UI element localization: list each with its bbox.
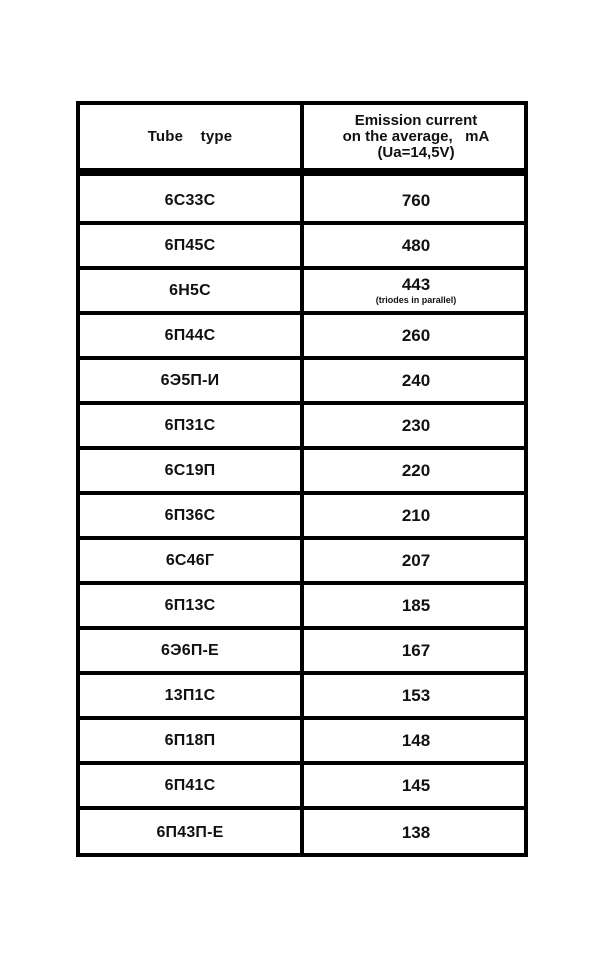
tube-type-cell: 6П36С bbox=[164, 506, 216, 524]
table-row bbox=[80, 585, 524, 630]
emission-current-cell bbox=[304, 720, 528, 761]
table-header-row bbox=[80, 105, 524, 176]
table-row bbox=[80, 180, 524, 225]
table-row bbox=[80, 225, 524, 270]
emission-current-cell bbox=[304, 540, 528, 581]
current-note: (triodes in parallel) bbox=[375, 295, 457, 305]
current-value: 138 bbox=[401, 822, 431, 842]
emission-current-cell bbox=[304, 315, 528, 356]
tube-type-cell: 6П41С bbox=[164, 776, 216, 794]
current-value: 260 bbox=[401, 325, 431, 345]
table-row bbox=[80, 720, 524, 765]
tube-type-cell: 6С33С bbox=[164, 191, 216, 209]
header-current-line-1: Emission current bbox=[354, 112, 478, 129]
emission-current-cell bbox=[304, 675, 528, 716]
table-row bbox=[80, 675, 524, 720]
tube-type-cell: 6П31С bbox=[164, 416, 216, 434]
current-value: 220 bbox=[401, 460, 431, 480]
emission-current-cell bbox=[304, 225, 528, 266]
emission-current-cell bbox=[304, 765, 528, 806]
table-row bbox=[80, 405, 524, 450]
table-row bbox=[80, 270, 524, 315]
current-value: 210 bbox=[401, 505, 431, 525]
table-row bbox=[80, 810, 524, 855]
emission-current-cell bbox=[304, 810, 528, 855]
header-current-line-2: on the average, mA bbox=[342, 128, 490, 145]
emission-current-cell bbox=[304, 585, 528, 626]
tube-type-cell: 6П18П bbox=[164, 731, 216, 749]
tube-type-cell: 6С46Г bbox=[165, 551, 215, 569]
current-value: 207 bbox=[401, 550, 431, 570]
emission-current-cell bbox=[304, 450, 528, 491]
emission-table bbox=[76, 101, 528, 857]
tube-type-cell: 6П45С bbox=[164, 236, 216, 254]
tube-type-cell: 6П13С bbox=[164, 596, 216, 614]
tube-type-cell: 6С19П bbox=[164, 461, 216, 479]
current-value: 240 bbox=[401, 370, 431, 390]
current-value: 443 bbox=[401, 275, 431, 294]
table-row bbox=[80, 765, 524, 810]
tube-type-cell: 13П1С bbox=[164, 686, 216, 704]
tube-type-cell: 6Э6П-Е bbox=[161, 641, 219, 659]
header-tube-type: Tube type bbox=[147, 128, 233, 145]
emission-current-cell bbox=[304, 495, 528, 536]
table-row bbox=[80, 630, 524, 675]
tube-type-cell: 6Э5П-И bbox=[160, 371, 220, 389]
current-value: 760 bbox=[401, 190, 431, 210]
table-row bbox=[80, 540, 524, 585]
emission-current-cell bbox=[304, 630, 528, 671]
table-row bbox=[80, 315, 524, 360]
tube-type-cell: 6Н5С bbox=[169, 281, 211, 299]
current-value: 148 bbox=[401, 730, 431, 750]
header-current-line-3: (Ua=14,5V) bbox=[377, 144, 455, 161]
current-value: 230 bbox=[401, 415, 431, 435]
header-emission-current bbox=[304, 105, 528, 168]
current-value: 480 bbox=[401, 235, 431, 255]
emission-current-cell bbox=[304, 360, 528, 401]
table-row bbox=[80, 360, 524, 405]
current-value: 167 bbox=[401, 640, 431, 660]
table-row bbox=[80, 450, 524, 495]
current-value: 153 bbox=[401, 685, 431, 705]
emission-current-cell bbox=[304, 405, 528, 446]
tube-type-cell: 6П44С bbox=[164, 326, 216, 344]
tube-type-cell: 6П43П-Е bbox=[156, 823, 224, 841]
current-value: 145 bbox=[401, 775, 431, 795]
current-value: 185 bbox=[401, 595, 431, 615]
emission-current-cell bbox=[304, 270, 528, 311]
table-row bbox=[80, 495, 524, 540]
emission-current-cell bbox=[304, 180, 528, 221]
